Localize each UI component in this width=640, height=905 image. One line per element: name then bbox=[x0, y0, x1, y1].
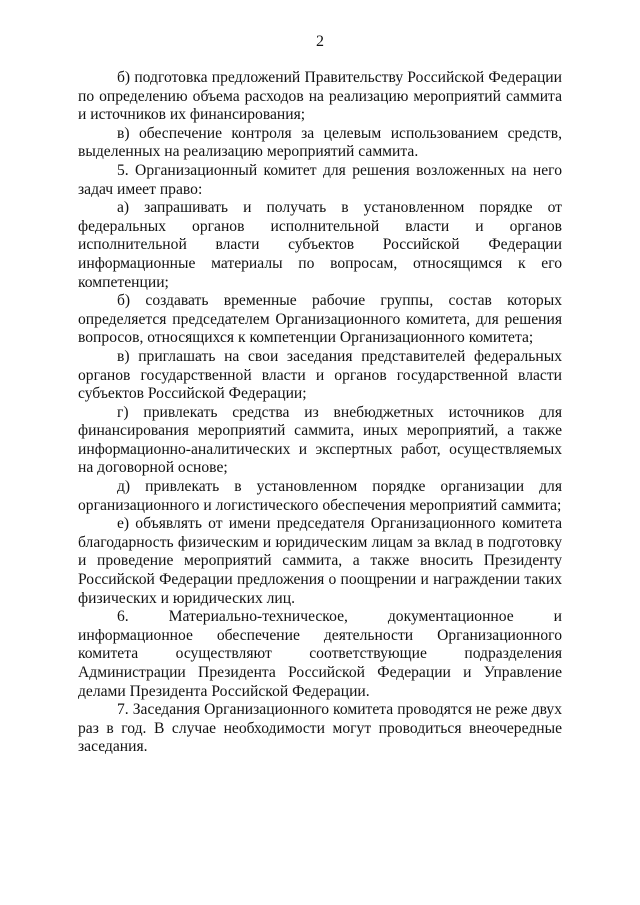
paragraph-v-control: в) обеспечение контроля за целевым использованием средств, выделенных на реализацию мероприятий саммита. bbox=[78, 124, 562, 161]
document-body bbox=[78, 69, 562, 757]
page-number: 2 bbox=[316, 33, 324, 50]
paragraph-b-proposals: б) подготовка предложений Правительству Российской Федерации по определению объема расходов на реализацию мероприятий саммита и источников их финансирования; bbox=[78, 69, 562, 124]
paragraph-g-funds: г) привлекать средства из внебюджетных источников для финансирования мероприятий саммита, иных мероприятий, а также информационно-аналитических и экспертных работ, осуществляемых на договорной основе; bbox=[78, 403, 562, 477]
paragraph-e-gratitude: е) объявлять от имени председателя Организационного комитета благодарность физическим и юридическим лицам за вклад в подготовку и проведение мероприятий саммита, а также вносить Президенту Российской Федерации предложения о поощрении и награждении таких физических и юридических лиц. bbox=[78, 515, 562, 607]
paragraph-v-invite: в) приглашать на свои заседания представителей федеральных органов государственной власти и органов государственной власти субъектов Российской Федерации; bbox=[78, 347, 562, 403]
paragraph-d-organizations: д) привлекать в установленном порядке организации для организационного и логистического обеспечения мероприятий саммита; bbox=[78, 478, 562, 514]
paragraph-6-support: 6. Материально-техническое, документационное и информационное обеспечение деятельности Организационного комитета осуществляют соответствующие подразделения Администрации Президента Российской Федерации и Управление делами Президента Российской Федерации. bbox=[78, 608, 562, 700]
paragraph-a-request: а) запрашивать и получать в установленном порядке от федеральных органов исполнительной власти и органов исполнительной власти субъектов Российской Федерации информационные материалы по вопросам, относящимся к его компетенции; bbox=[78, 199, 562, 291]
paragraph-b-working-groups: б) создавать временные рабочие группы, состав которых определяется председателем Организационного комитета, для решения вопросов, относящихся к компетенции Организационного комитета; bbox=[78, 292, 562, 347]
paragraph-7-meetings: 7. Заседания Организационного комитета проводятся не реже двух раз в год. В случае необходимости могут проводиться внеочередные заседания. bbox=[78, 701, 562, 756]
paragraph-5-rights: 5. Организационный комитет для решения возложенных на него задач имеет право: bbox=[78, 161, 562, 198]
